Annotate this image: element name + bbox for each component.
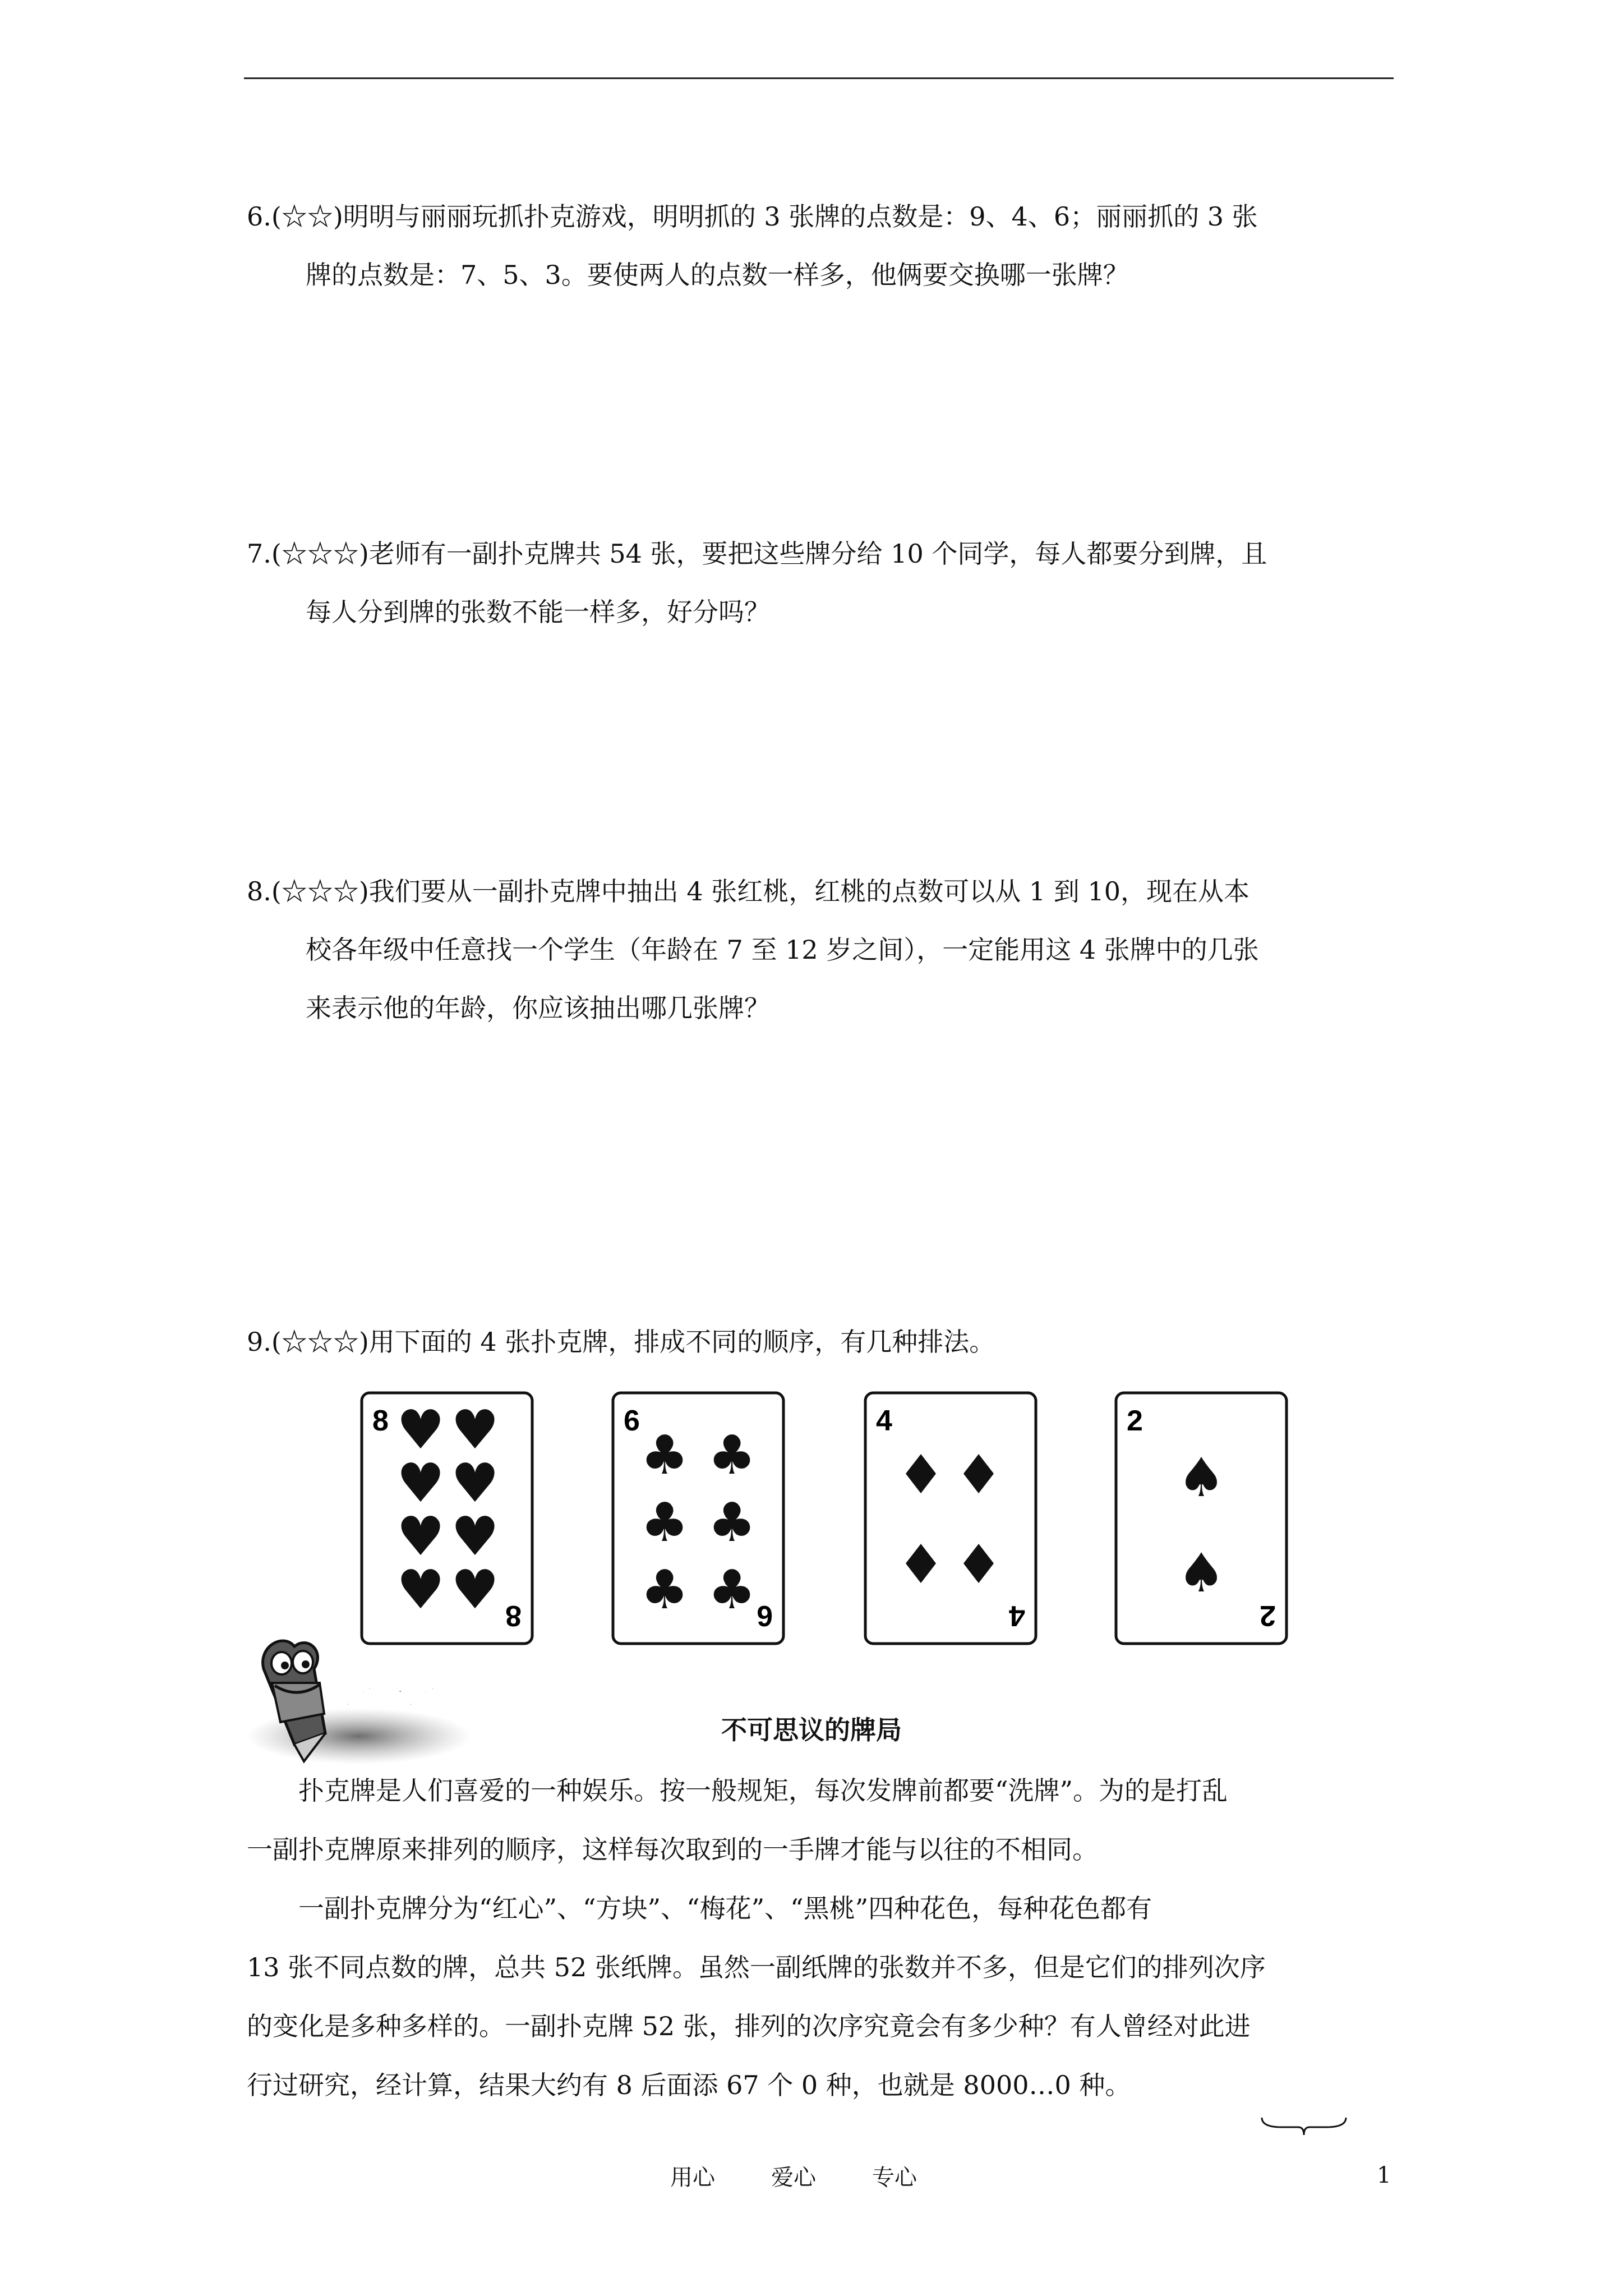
spades-pip-icon: ♠ — [1177, 1446, 1226, 1509]
article-title: 不可思议的牌局 — [721, 1715, 902, 1745]
article-line: 13 张不同点数的牌，总共 52 张纸牌。虽然一副纸牌的张数并不多，但是它们的排列次序 — [247, 1952, 1266, 1982]
playing-card-2-spades — [1114, 1391, 1288, 1645]
question-line: 9.(☆☆☆)用下面的 4 张扑克牌，排成不同的顺序，有几种排法。 — [247, 1327, 995, 1357]
diamonds-pip-icon: ♦ — [954, 1533, 1003, 1596]
diamonds-card-icon — [864, 1391, 1038, 1645]
spades-pip-icon: ♠ — [1177, 1542, 1226, 1604]
spades-card-icon — [1114, 1391, 1288, 1645]
clubs-pip-icon: ♣ — [707, 1424, 757, 1487]
diamonds-pip-icon: ♦ — [896, 1443, 946, 1506]
clubs-pip-icon: ♣ — [640, 1424, 689, 1487]
page-number: 1 — [1377, 2162, 1391, 2188]
clubs-pip-icon: ♣ — [640, 1558, 689, 1621]
article-line: 的变化是多种多样的。一副扑克牌 52 张，排列的次序究竟会有多少种？有人曾经对此进 — [247, 2011, 1251, 2041]
diamonds-pip-icon: ♦ — [954, 1443, 1003, 1506]
question-line: 8.(☆☆☆)我们要从一副扑克牌中抽出 4 张红桃，红桃的点数可以从 1 到 10，现在从本 — [247, 876, 1249, 907]
hearts-pip-icon: ♥ — [450, 1398, 500, 1461]
question-7 — [247, 524, 1267, 641]
read-badge — [241, 1630, 499, 1770]
hearts-pip-icon: ♥ — [396, 1505, 445, 1568]
card-rank-bottom: 8 — [505, 1599, 522, 1632]
footer-item: 爱心 — [771, 2165, 816, 2191]
card-rank-top: 6 — [624, 1405, 640, 1437]
clubs-pip-icon: ♣ — [707, 1491, 757, 1554]
card-rank-top: 4 — [876, 1405, 892, 1437]
article-line: 一副扑克牌原来排列的顺序，这样每次取到的一手牌才能与以往的不相同。 — [247, 1834, 1098, 1865]
card-rank-top: 2 — [1127, 1405, 1143, 1437]
hearts-pip-icon: ♥ — [396, 1558, 445, 1621]
question-line: 6.(☆☆)明明与丽丽玩抓扑克游戏，明明抓的 3 张牌的点数是：9、4、6；丽丽抓的 3 张 — [247, 201, 1258, 232]
playing-card-4-diamonds — [864, 1391, 1038, 1645]
cartoon-pencil-mascot-icon — [241, 1630, 499, 1770]
playing-cards-row — [0, 1391, 1623, 1649]
article-line: 一副扑克牌分为“红心”、“方块”、“梅花”、“黑桃”四种花色，每种花色都有 — [298, 1893, 1152, 1924]
diamonds-pip-icon: ♦ — [896, 1533, 946, 1596]
card-rank-bottom: 6 — [757, 1599, 773, 1632]
question-line: 来表示他的年龄，你应该抽出哪几张牌？ — [306, 993, 770, 1023]
question-line: 每人分到牌的张数不能一样多，好分吗？ — [306, 597, 770, 627]
playing-card-8-hearts — [360, 1391, 534, 1645]
hearts-pip-icon: ♥ — [450, 1452, 500, 1515]
header-rule — [244, 77, 1394, 79]
article-body — [247, 1761, 1385, 2115]
hearts-pip-icon: ♥ — [396, 1452, 445, 1515]
card-rank-bottom: 2 — [1260, 1599, 1276, 1632]
hearts-pip-icon: ♥ — [450, 1558, 500, 1621]
card-rank-bottom: 4 — [1009, 1599, 1025, 1632]
hearts-card-icon — [360, 1391, 534, 1645]
article-line: 扑克牌是人们喜爱的一种娱乐。按一般规矩，每次发牌前都要“洗牌”。为的是打乱 — [298, 1775, 1228, 1806]
question-line: 牌的点数是：7、5、3。要使两人的点数一样多，他俩要交换哪一张牌？ — [306, 260, 1129, 290]
footer-item: 用心 — [670, 2165, 715, 2191]
hearts-pip-icon: ♥ — [450, 1505, 500, 1568]
clubs-pip-icon: ♣ — [640, 1491, 689, 1554]
read-badge-label: 读一读 — [342, 1677, 436, 1713]
question-8 — [247, 862, 1259, 1037]
article-line: 行过研究，经计算，结果大约有 8 后面添 67 个 0 种，也就是 8000…0 种。 — [247, 2070, 1131, 2100]
hearts-pip-icon: ♥ — [396, 1398, 445, 1461]
brace-mark — [1259, 2115, 1349, 2137]
playing-card-6-clubs — [611, 1391, 785, 1645]
clubs-card-icon — [611, 1391, 785, 1645]
clubs-pip-icon: ♣ — [707, 1558, 757, 1621]
footer-item: 专心 — [872, 2165, 917, 2191]
question-9 — [247, 1313, 995, 1371]
question-line: 7.(☆☆☆)老师有一副扑克牌共 54 张，要把这些牌分给 10 个同学，每人都要分到牌，且 — [247, 539, 1267, 569]
question-line: 校各年级中任意找一个学生（年龄在 7 至 12 岁之间），一定能用这 4 张牌中的几张 — [306, 935, 1259, 965]
question-6 — [247, 187, 1258, 304]
card-rank-top: 8 — [372, 1405, 389, 1437]
